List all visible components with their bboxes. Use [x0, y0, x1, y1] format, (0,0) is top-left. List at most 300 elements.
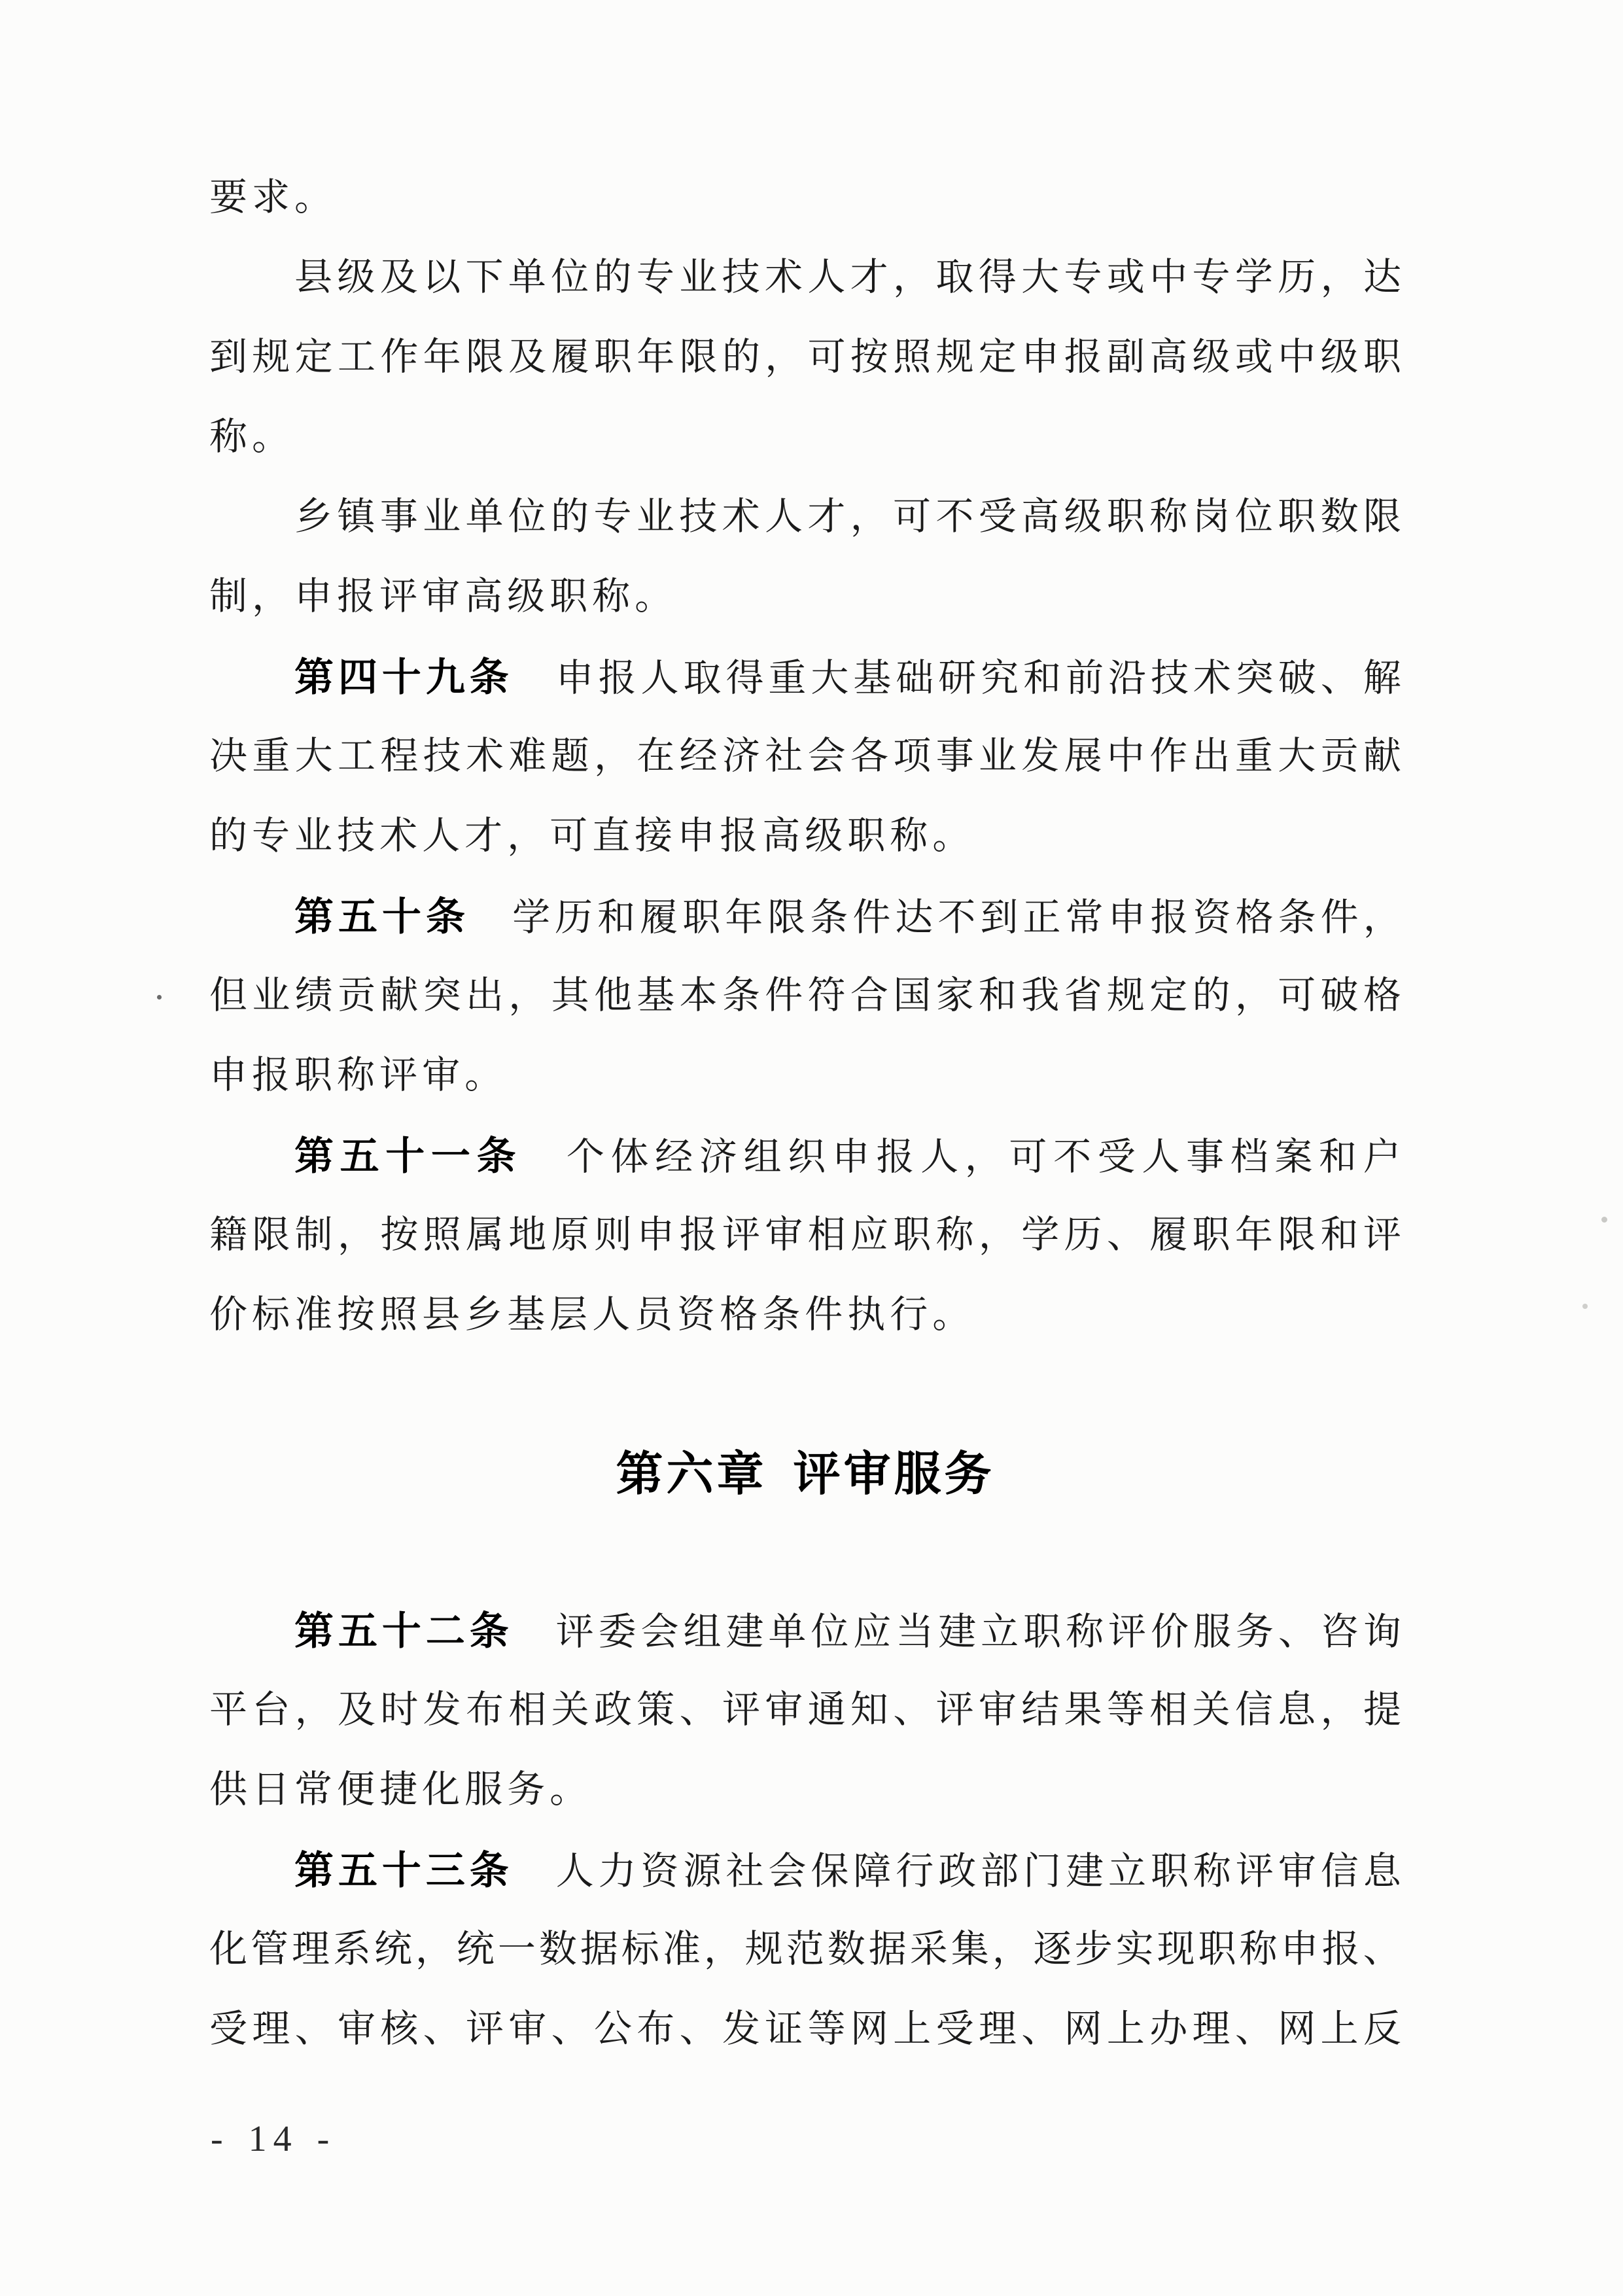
- character: 级: [805, 814, 843, 857]
- text-line: [209, 1769, 1401, 1811]
- character: 术: [379, 814, 418, 857]
- character: 年: [423, 336, 461, 378]
- character: 年: [725, 896, 763, 939]
- character: 称: [592, 575, 631, 617]
- character: 省: [1064, 974, 1102, 1017]
- character: 结: [1021, 1688, 1060, 1731]
- character: 称: [1193, 1850, 1231, 1892]
- character: 评: [555, 1610, 594, 1653]
- character: 合: [850, 974, 888, 1017]
- character: ，: [1234, 974, 1273, 1017]
- character: 职: [682, 896, 721, 939]
- character: 职: [1106, 495, 1145, 538]
- character: 专: [636, 256, 674, 298]
- character: ，: [703, 1928, 742, 1970]
- character: 和: [978, 974, 1017, 1017]
- character: 保: [811, 1850, 849, 1892]
- character: 的: [209, 814, 248, 857]
- character: 限: [679, 336, 718, 378]
- character: 履: [551, 336, 589, 378]
- character: 格: [720, 1293, 758, 1336]
- article-number: 二: [425, 1609, 465, 1653]
- character: 职: [294, 1054, 333, 1096]
- character: 献: [1363, 735, 1401, 777]
- character: 办: [1149, 2008, 1188, 2050]
- article-number: 十: [385, 1134, 425, 1178]
- character: 术: [722, 495, 760, 538]
- character: 息: [1278, 1688, 1316, 1731]
- character: 、: [1320, 657, 1359, 699]
- character: 评: [465, 2008, 504, 2050]
- character: 属: [465, 1213, 504, 1256]
- character: 事: [1186, 1136, 1225, 1178]
- character: 、: [1106, 1213, 1145, 1256]
- character: 标: [252, 1293, 290, 1336]
- character: 、: [1021, 2008, 1060, 2050]
- character: 捷: [379, 1768, 418, 1811]
- character: 我: [1021, 974, 1060, 1017]
- character: 应: [853, 1610, 892, 1653]
- character: ，: [252, 575, 290, 617]
- chapter-heading: [209, 1449, 1401, 1501]
- character: 和: [1023, 657, 1062, 699]
- text-line: [209, 496, 1401, 538]
- character: ，: [294, 1688, 333, 1731]
- character: 相: [1149, 1688, 1188, 1731]
- character: 评: [379, 1054, 418, 1096]
- character: 沿: [1108, 657, 1147, 699]
- character: 履: [640, 896, 678, 939]
- character: 及: [508, 336, 547, 378]
- character: 价: [209, 1293, 248, 1336]
- character: 历: [1278, 256, 1316, 298]
- character: 高: [1149, 336, 1188, 378]
- character: 件: [765, 974, 803, 1017]
- character: 网: [1064, 2008, 1102, 2050]
- character: 才: [807, 495, 846, 538]
- character: 申: [831, 1136, 870, 1178]
- article-text-line: [209, 1609, 1401, 1654]
- character: 接: [635, 814, 673, 857]
- article-number: 五: [340, 1134, 379, 1178]
- character: 、: [679, 2008, 718, 2050]
- character: 数: [538, 1928, 577, 1970]
- character: 称: [337, 1054, 375, 1096]
- text-line: [209, 1294, 1401, 1336]
- character: 评: [722, 1688, 760, 1731]
- character: 出: [465, 974, 504, 1017]
- character: 建: [938, 1610, 977, 1653]
- character: 照: [893, 336, 932, 378]
- character: 副: [1106, 336, 1145, 378]
- character: 等: [807, 2008, 846, 2050]
- character: 础: [896, 657, 934, 699]
- character: 审: [978, 1688, 1017, 1731]
- character: 则: [593, 1213, 632, 1256]
- character: 平: [209, 1688, 248, 1731]
- character: 可: [1278, 974, 1316, 1017]
- character: 才: [464, 814, 503, 857]
- character: 在: [637, 735, 675, 777]
- character: ，: [765, 336, 803, 378]
- article-number: 四: [338, 655, 377, 699]
- character: 达: [1363, 256, 1401, 298]
- character: 规: [935, 336, 974, 378]
- character: 工: [337, 735, 375, 777]
- character: 、: [679, 1688, 718, 1731]
- character: 。: [932, 814, 971, 857]
- character: 和: [1319, 1136, 1357, 1178]
- character: 报: [720, 814, 758, 857]
- character: 职: [1198, 1928, 1236, 1970]
- character: 专: [1192, 256, 1230, 298]
- character: 行: [896, 1850, 934, 1892]
- character: 破: [1278, 657, 1316, 699]
- character: 乡: [464, 1293, 503, 1336]
- character: 业: [294, 814, 333, 857]
- article-number: 条: [476, 1134, 516, 1178]
- character: 资: [640, 1850, 679, 1892]
- character: 中: [1106, 735, 1145, 777]
- character: 申: [294, 575, 333, 617]
- character: 济: [722, 735, 760, 777]
- character: 年: [1234, 1213, 1273, 1256]
- character: 社: [725, 1850, 764, 1892]
- character: 程: [380, 735, 419, 777]
- character: 大: [1278, 735, 1316, 777]
- character: 审: [422, 575, 461, 617]
- article-number: 五: [338, 895, 378, 939]
- character: 高: [1021, 495, 1060, 538]
- character: 和: [597, 896, 636, 939]
- character: 范: [786, 1928, 824, 1970]
- article-number: 第: [294, 1609, 334, 1653]
- character: 政: [593, 1688, 632, 1731]
- character: 采: [909, 1928, 948, 1970]
- character: 报: [1150, 896, 1189, 939]
- character: 建: [725, 1610, 764, 1653]
- character: 集: [951, 1928, 989, 1970]
- character: 级: [1064, 495, 1102, 538]
- character: 及: [379, 256, 418, 298]
- character: 可: [807, 336, 846, 378]
- character: 定: [1149, 974, 1188, 1017]
- character: 业: [978, 735, 1017, 777]
- character: 限: [767, 896, 806, 939]
- character: 一: [497, 1928, 536, 1970]
- character: 、: [294, 2008, 333, 2050]
- character: 到: [980, 896, 1019, 939]
- text-line: [209, 1689, 1401, 1731]
- character: 政: [938, 1850, 977, 1892]
- character: 突: [1235, 657, 1274, 699]
- character: 。: [550, 1768, 588, 1811]
- character: 按: [337, 1293, 375, 1336]
- character: 技: [679, 495, 718, 538]
- character: 技: [1150, 657, 1189, 699]
- character: ，: [1320, 1688, 1359, 1731]
- character: 位: [551, 256, 589, 298]
- character: 原: [551, 1213, 589, 1256]
- article-number: 十: [381, 655, 421, 699]
- text-line: [209, 416, 1401, 459]
- character: 职: [1363, 336, 1401, 378]
- character: 关: [551, 1688, 589, 1731]
- character: 家: [935, 974, 974, 1017]
- character: 。: [252, 415, 290, 458]
- scan-artifact: [1601, 1217, 1607, 1223]
- character: 审: [337, 2008, 375, 2050]
- character: 常: [1065, 896, 1104, 939]
- character: 、: [1363, 1928, 1401, 1970]
- article-number: 三: [425, 1849, 465, 1892]
- article-number: 条: [469, 1609, 509, 1653]
- character: 大: [811, 657, 849, 699]
- character: 会: [768, 1850, 807, 1892]
- character: 件: [852, 896, 891, 939]
- character: 申: [1280, 1928, 1319, 1970]
- character: 级: [337, 256, 375, 298]
- character: ，: [593, 735, 632, 777]
- character: 织: [788, 1136, 826, 1178]
- character: 台: [252, 1688, 290, 1731]
- character: 申: [677, 814, 716, 857]
- character: 建: [1066, 1850, 1104, 1892]
- character: 当: [896, 1610, 934, 1653]
- character: 称: [1149, 495, 1188, 538]
- character: 障: [853, 1850, 892, 1892]
- character: 知: [850, 1688, 888, 1731]
- scan-artifact: [1582, 1304, 1588, 1309]
- character: 社: [765, 735, 803, 777]
- character: 通: [807, 1688, 846, 1731]
- character: 职: [893, 1213, 932, 1256]
- character: 源: [683, 1850, 722, 1892]
- character: 经: [679, 735, 718, 777]
- character: 单: [768, 1610, 807, 1653]
- article-number: 十: [382, 895, 422, 939]
- scan-artifact: [157, 995, 162, 1000]
- character: 人: [592, 1293, 631, 1336]
- character: 符: [807, 974, 846, 1017]
- character: 审: [508, 2008, 547, 2050]
- character: 重: [252, 735, 290, 777]
- character: 技: [337, 814, 375, 857]
- character: 常: [294, 1768, 333, 1811]
- character: 题: [551, 735, 589, 777]
- character: 的: [551, 495, 589, 538]
- character: 员: [635, 1293, 673, 1336]
- character: 理: [252, 2008, 290, 2050]
- character: 管: [250, 1928, 288, 1970]
- character: 限: [252, 1213, 290, 1256]
- character: 限: [1363, 495, 1401, 538]
- character: 术: [1193, 657, 1231, 699]
- character: 应: [850, 1213, 888, 1256]
- character: 申: [1021, 336, 1060, 378]
- character: ，: [1320, 256, 1359, 298]
- character: 会: [807, 735, 846, 777]
- character: 人: [920, 1136, 959, 1178]
- character: 照: [379, 1293, 418, 1336]
- character: 受: [935, 2008, 974, 2050]
- article-number: 五: [338, 1849, 377, 1892]
- character: 解: [1363, 657, 1401, 699]
- character: 单: [508, 256, 546, 298]
- article-number: 第: [294, 895, 334, 939]
- character: 照: [423, 1213, 461, 1256]
- character: 网: [850, 2008, 888, 2050]
- character: 布: [637, 2008, 675, 2050]
- article-number: 条: [426, 895, 466, 939]
- character: 位: [1234, 495, 1273, 538]
- character: 本: [679, 974, 718, 1017]
- character: 人: [1142, 1136, 1180, 1178]
- character: 步: [1074, 1928, 1113, 1970]
- character: 基: [637, 974, 675, 1017]
- article-number: 第: [294, 1849, 334, 1892]
- character: 职: [1192, 1213, 1230, 1256]
- character: 服: [1193, 1610, 1231, 1653]
- character: 件: [1320, 896, 1359, 939]
- character: 理: [1192, 2008, 1230, 2050]
- page-number-footer: - 14 -: [211, 2119, 336, 2159]
- character: 县: [422, 1293, 461, 1336]
- article-number: 第: [294, 1134, 334, 1178]
- character: 户: [1363, 1136, 1401, 1178]
- character: 达: [895, 896, 934, 939]
- character: 提: [1363, 1688, 1401, 1731]
- character: 职: [847, 814, 886, 857]
- character: 年: [637, 336, 675, 378]
- character: 数: [1320, 495, 1359, 538]
- character: 评: [379, 575, 418, 617]
- character: 和: [1320, 1213, 1359, 1256]
- character: 展: [1064, 735, 1102, 777]
- character: 经: [655, 1136, 693, 1178]
- article-number: 条: [469, 655, 509, 699]
- character: 。: [932, 1293, 971, 1336]
- character: 地: [508, 1213, 547, 1256]
- character: 案: [1274, 1136, 1313, 1178]
- character: 布: [465, 1688, 504, 1731]
- character: 人: [764, 495, 803, 538]
- character: 历: [1064, 1213, 1102, 1256]
- character: 可: [550, 814, 588, 857]
- character: 条: [1278, 896, 1316, 939]
- character: 的: [722, 336, 760, 378]
- character: 基: [853, 657, 892, 699]
- character: 到: [209, 336, 248, 378]
- character: 重: [768, 657, 807, 699]
- character: 称: [209, 415, 248, 458]
- character: 上: [893, 2008, 932, 2050]
- character: 按: [380, 1213, 419, 1256]
- character: 研: [938, 657, 977, 699]
- character: 究: [981, 657, 1019, 699]
- character: 化: [209, 1928, 248, 1970]
- character: 他: [593, 974, 632, 1017]
- character: 得: [725, 657, 764, 699]
- character: 便: [337, 1768, 375, 1811]
- character: 术: [764, 256, 803, 298]
- character: 技: [423, 735, 461, 777]
- character: 报: [1064, 336, 1102, 378]
- character: 证: [765, 2008, 803, 2050]
- character: 高: [762, 814, 801, 857]
- character: 信: [1234, 1688, 1273, 1731]
- character: 发: [423, 1688, 461, 1731]
- character: 信: [1320, 1850, 1359, 1892]
- character: 学: [512, 896, 551, 939]
- character: 制: [209, 575, 248, 617]
- character: ，: [1363, 896, 1401, 939]
- character: 发: [1021, 735, 1060, 777]
- character: 上: [1320, 2008, 1359, 2050]
- article-text-line: [209, 655, 1401, 700]
- character: 专: [593, 495, 632, 538]
- character: 务: [507, 1768, 546, 1811]
- character: 数: [827, 1928, 865, 1970]
- character: 术: [465, 735, 504, 777]
- character: 职: [1150, 1850, 1189, 1892]
- character: ，: [978, 1213, 1017, 1256]
- character: 时: [380, 1688, 419, 1731]
- character: 评: [1235, 1850, 1274, 1892]
- character: 发: [722, 2008, 760, 2050]
- character: 履: [1149, 1213, 1188, 1256]
- character: 组: [683, 1610, 722, 1653]
- character: 报: [252, 1054, 290, 1096]
- character: 审: [765, 1213, 803, 1256]
- character: 规: [744, 1928, 783, 1970]
- character: 作: [1149, 735, 1188, 777]
- character: 立: [981, 1610, 1019, 1653]
- character: 济: [699, 1136, 737, 1178]
- character: 报: [598, 657, 637, 699]
- character: 资: [677, 1293, 716, 1336]
- character: 。: [294, 176, 333, 218]
- character: 可: [893, 495, 932, 538]
- character: 个: [566, 1136, 604, 1178]
- character: ，: [964, 1136, 1003, 1178]
- character: 现: [1157, 1928, 1195, 1970]
- character: 基: [507, 1293, 546, 1336]
- character: 级: [1320, 336, 1359, 378]
- character: 条: [810, 896, 848, 939]
- character: 审: [1278, 1850, 1316, 1892]
- character: 据: [580, 1928, 618, 1970]
- character: 果: [1064, 1688, 1102, 1731]
- character: 取: [683, 657, 722, 699]
- character: 报: [679, 1213, 718, 1256]
- character: 下: [465, 256, 504, 298]
- text-line: [209, 1928, 1401, 1971]
- character: ，: [893, 256, 932, 298]
- character: 统: [456, 1928, 495, 1970]
- character: 相: [807, 1213, 846, 1256]
- character: 策: [637, 1688, 675, 1731]
- text-line: [209, 576, 1401, 618]
- character: 门: [1023, 1850, 1062, 1892]
- character: 据: [868, 1928, 907, 1970]
- character: 受: [209, 2008, 248, 2050]
- character: 历: [555, 896, 593, 939]
- character: 称: [1239, 1928, 1278, 1970]
- character: 不: [1053, 1136, 1092, 1178]
- character: 乡: [294, 495, 333, 538]
- character: 献: [380, 974, 419, 1017]
